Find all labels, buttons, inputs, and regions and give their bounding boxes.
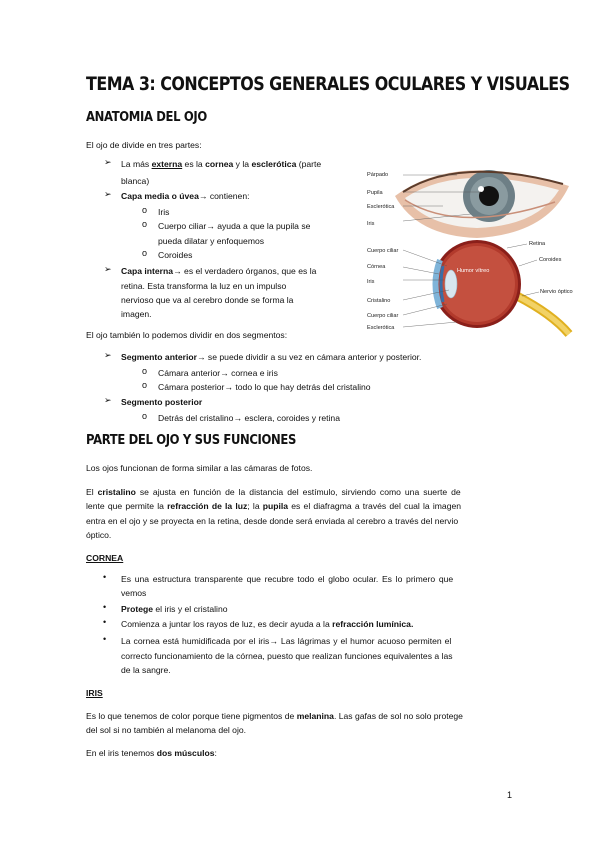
sub-detras-cristalino: Detrás del cristalino→ esclera, coroides y retina bbox=[158, 413, 340, 423]
sub-camara-anterior: Cámara anterior→ cornea e iris bbox=[158, 368, 278, 378]
label-iris-2: Iris bbox=[367, 279, 375, 285]
paragraph-cristalino-l4: óptico. bbox=[86, 530, 112, 540]
cornea-item-2: Protege el iris y el cristalino bbox=[121, 604, 228, 614]
sub-item-cuerpo-ciliar: Cuerpo ciliar→ ayuda a que la pupila se bbox=[158, 221, 311, 231]
arrow-bullet-icon: ➢ bbox=[104, 350, 112, 360]
label-cuerpo-ciliar: Cuerpo ciliar bbox=[367, 248, 399, 254]
paragraph-cristalino-l3: entra en el ojo y se proyecta en la retina, desde donde será enviada al cerebro a través del nervio bbox=[86, 516, 459, 526]
arrow-bullet-icon: ➢ bbox=[104, 264, 112, 274]
sub-item-coroides: Coroides bbox=[158, 250, 193, 260]
sub-item-iris: Iris bbox=[158, 207, 170, 217]
bullet-capa-interna: Capa interna→ es el verdadero órganos, que es la bbox=[121, 266, 317, 276]
label-esclerotica-2: Esclerótica bbox=[367, 325, 395, 331]
dot-bullet-icon: • bbox=[103, 634, 107, 644]
section-heading-anatomia: ANATOMIA DEL OJO bbox=[86, 110, 207, 125]
page-title: TEMA 3: CONCEPTOS GENERALES OCULARES Y VISUALES bbox=[86, 74, 570, 95]
cornea-item-4: La cornea está humidificada por el iris→ Las lágrimas y el humor acuoso permiten el bbox=[121, 636, 452, 646]
bullet-capa-interna-l3: nervioso que va al cerebro donde se forma la bbox=[121, 295, 294, 305]
paragraph-cristalino-l2: lente que permite la refracción de la luz; la pupila es el diafragma a través del cual la imagen bbox=[86, 501, 462, 511]
label-parpado: Párpado bbox=[367, 172, 389, 178]
cornea-item-1: Es una estructura transparente que recubre todo el globo ocular. Es lo primero que bbox=[121, 574, 454, 584]
cornea-heading: CORNEA bbox=[86, 553, 124, 563]
dot-bullet-icon: • bbox=[103, 572, 107, 582]
bullet-capa-interna-l2: retina. Esta transforma la luz en un impulso bbox=[121, 281, 287, 291]
segments-intro: El ojo también lo podemos dividir en dos segmentos: bbox=[86, 330, 288, 340]
paragraph-cristalino-l1: El cristalino se ajusta en función de la distancia del estímulo, sirviendo como una suerte de bbox=[86, 487, 461, 497]
iris-paragraph-l1: Es lo que tenemos de color porque tiene pigmentos de melanina. Las gafas de sol no solo protege bbox=[86, 711, 463, 721]
iris-heading: IRIS bbox=[86, 688, 103, 698]
circle-bullet-icon: o bbox=[142, 380, 148, 390]
label-nervio-optico: Nervio óptico bbox=[540, 289, 573, 295]
cornea-item-3: Comienza a juntar los rayos de luz, es decir ayuda a la refracción lumínica. bbox=[121, 619, 414, 629]
intro-text: El ojo de divide en tres partes: bbox=[86, 140, 202, 150]
bullet-capa-interna-l4: imagen. bbox=[121, 309, 152, 319]
segment-posterior: Segmento posterior bbox=[121, 397, 203, 407]
label-coroides: Coroides bbox=[539, 257, 562, 263]
page-number: 1 bbox=[507, 790, 513, 800]
cornea-item-4-l3: de la sangre. bbox=[121, 665, 171, 675]
circle-bullet-icon: o bbox=[142, 366, 148, 376]
circle-bullet-icon: o bbox=[142, 219, 148, 229]
label-iris: Iris bbox=[367, 221, 375, 227]
label-pupila: Pupila bbox=[367, 190, 383, 196]
label-humor-vitreo: Humor vítreo bbox=[457, 268, 490, 274]
arrow-bullet-icon: ➢ bbox=[104, 157, 112, 167]
sub-camara-posterior: Cámara posterior→ todo lo que hay detrás del cristalino bbox=[158, 382, 371, 392]
sub-item-cuerpo-ciliar-cont: pueda dilatar y enfoquemos bbox=[158, 236, 265, 246]
label-esclerotica: Esclerótica bbox=[367, 204, 395, 210]
bullet-externa: La más externa es la cornea y la esclerótica (parte bbox=[121, 159, 322, 169]
label-cuerpo-ciliar-2: Cuerpo ciliar bbox=[367, 313, 399, 319]
label-cristalino: Cristalino bbox=[367, 298, 391, 304]
circle-bullet-icon: o bbox=[142, 205, 148, 215]
eye-cross-section-illustration bbox=[403, 240, 569, 334]
bullet-capa-media: Capa media o úvea→ contienen: bbox=[121, 191, 250, 201]
paragraph-camaras: Los ojos funcionan de forma similar a las cámaras de fotos. bbox=[86, 463, 313, 473]
bullet-externa-cont: blanca) bbox=[121, 176, 150, 186]
section-heading-partes: PARTE DEL OJO Y SUS FUNCIONES bbox=[86, 433, 296, 448]
label-cornea: Córnea bbox=[367, 264, 386, 270]
cornea-item-4-l2: correcto funcionamiento de la córnea, puesto que realizan funciones equivalentes a las bbox=[121, 651, 453, 661]
eye-anatomy-figure bbox=[347, 156, 577, 338]
arrow-bullet-icon: ➢ bbox=[104, 189, 112, 199]
circle-bullet-icon: o bbox=[142, 248, 148, 258]
dot-bullet-icon: • bbox=[103, 617, 107, 627]
cornea-item-1-cont: vemos bbox=[121, 588, 147, 598]
iris-paragraph-2: En el iris tenemos dos músculos: bbox=[86, 748, 217, 758]
segment-anterior: Segmento anterior→ se puede dividir a su vez en cámara anterior y posterior. bbox=[121, 352, 422, 362]
arrow-bullet-icon: ➢ bbox=[104, 395, 112, 405]
label-retina: Retina bbox=[529, 241, 546, 247]
circle-bullet-icon: o bbox=[142, 411, 148, 421]
external-eye-illustration bbox=[387, 156, 577, 238]
iris-paragraph-l2: del sol si no también al melanoma del ojo. bbox=[86, 725, 247, 735]
dot-bullet-icon: • bbox=[103, 602, 107, 612]
